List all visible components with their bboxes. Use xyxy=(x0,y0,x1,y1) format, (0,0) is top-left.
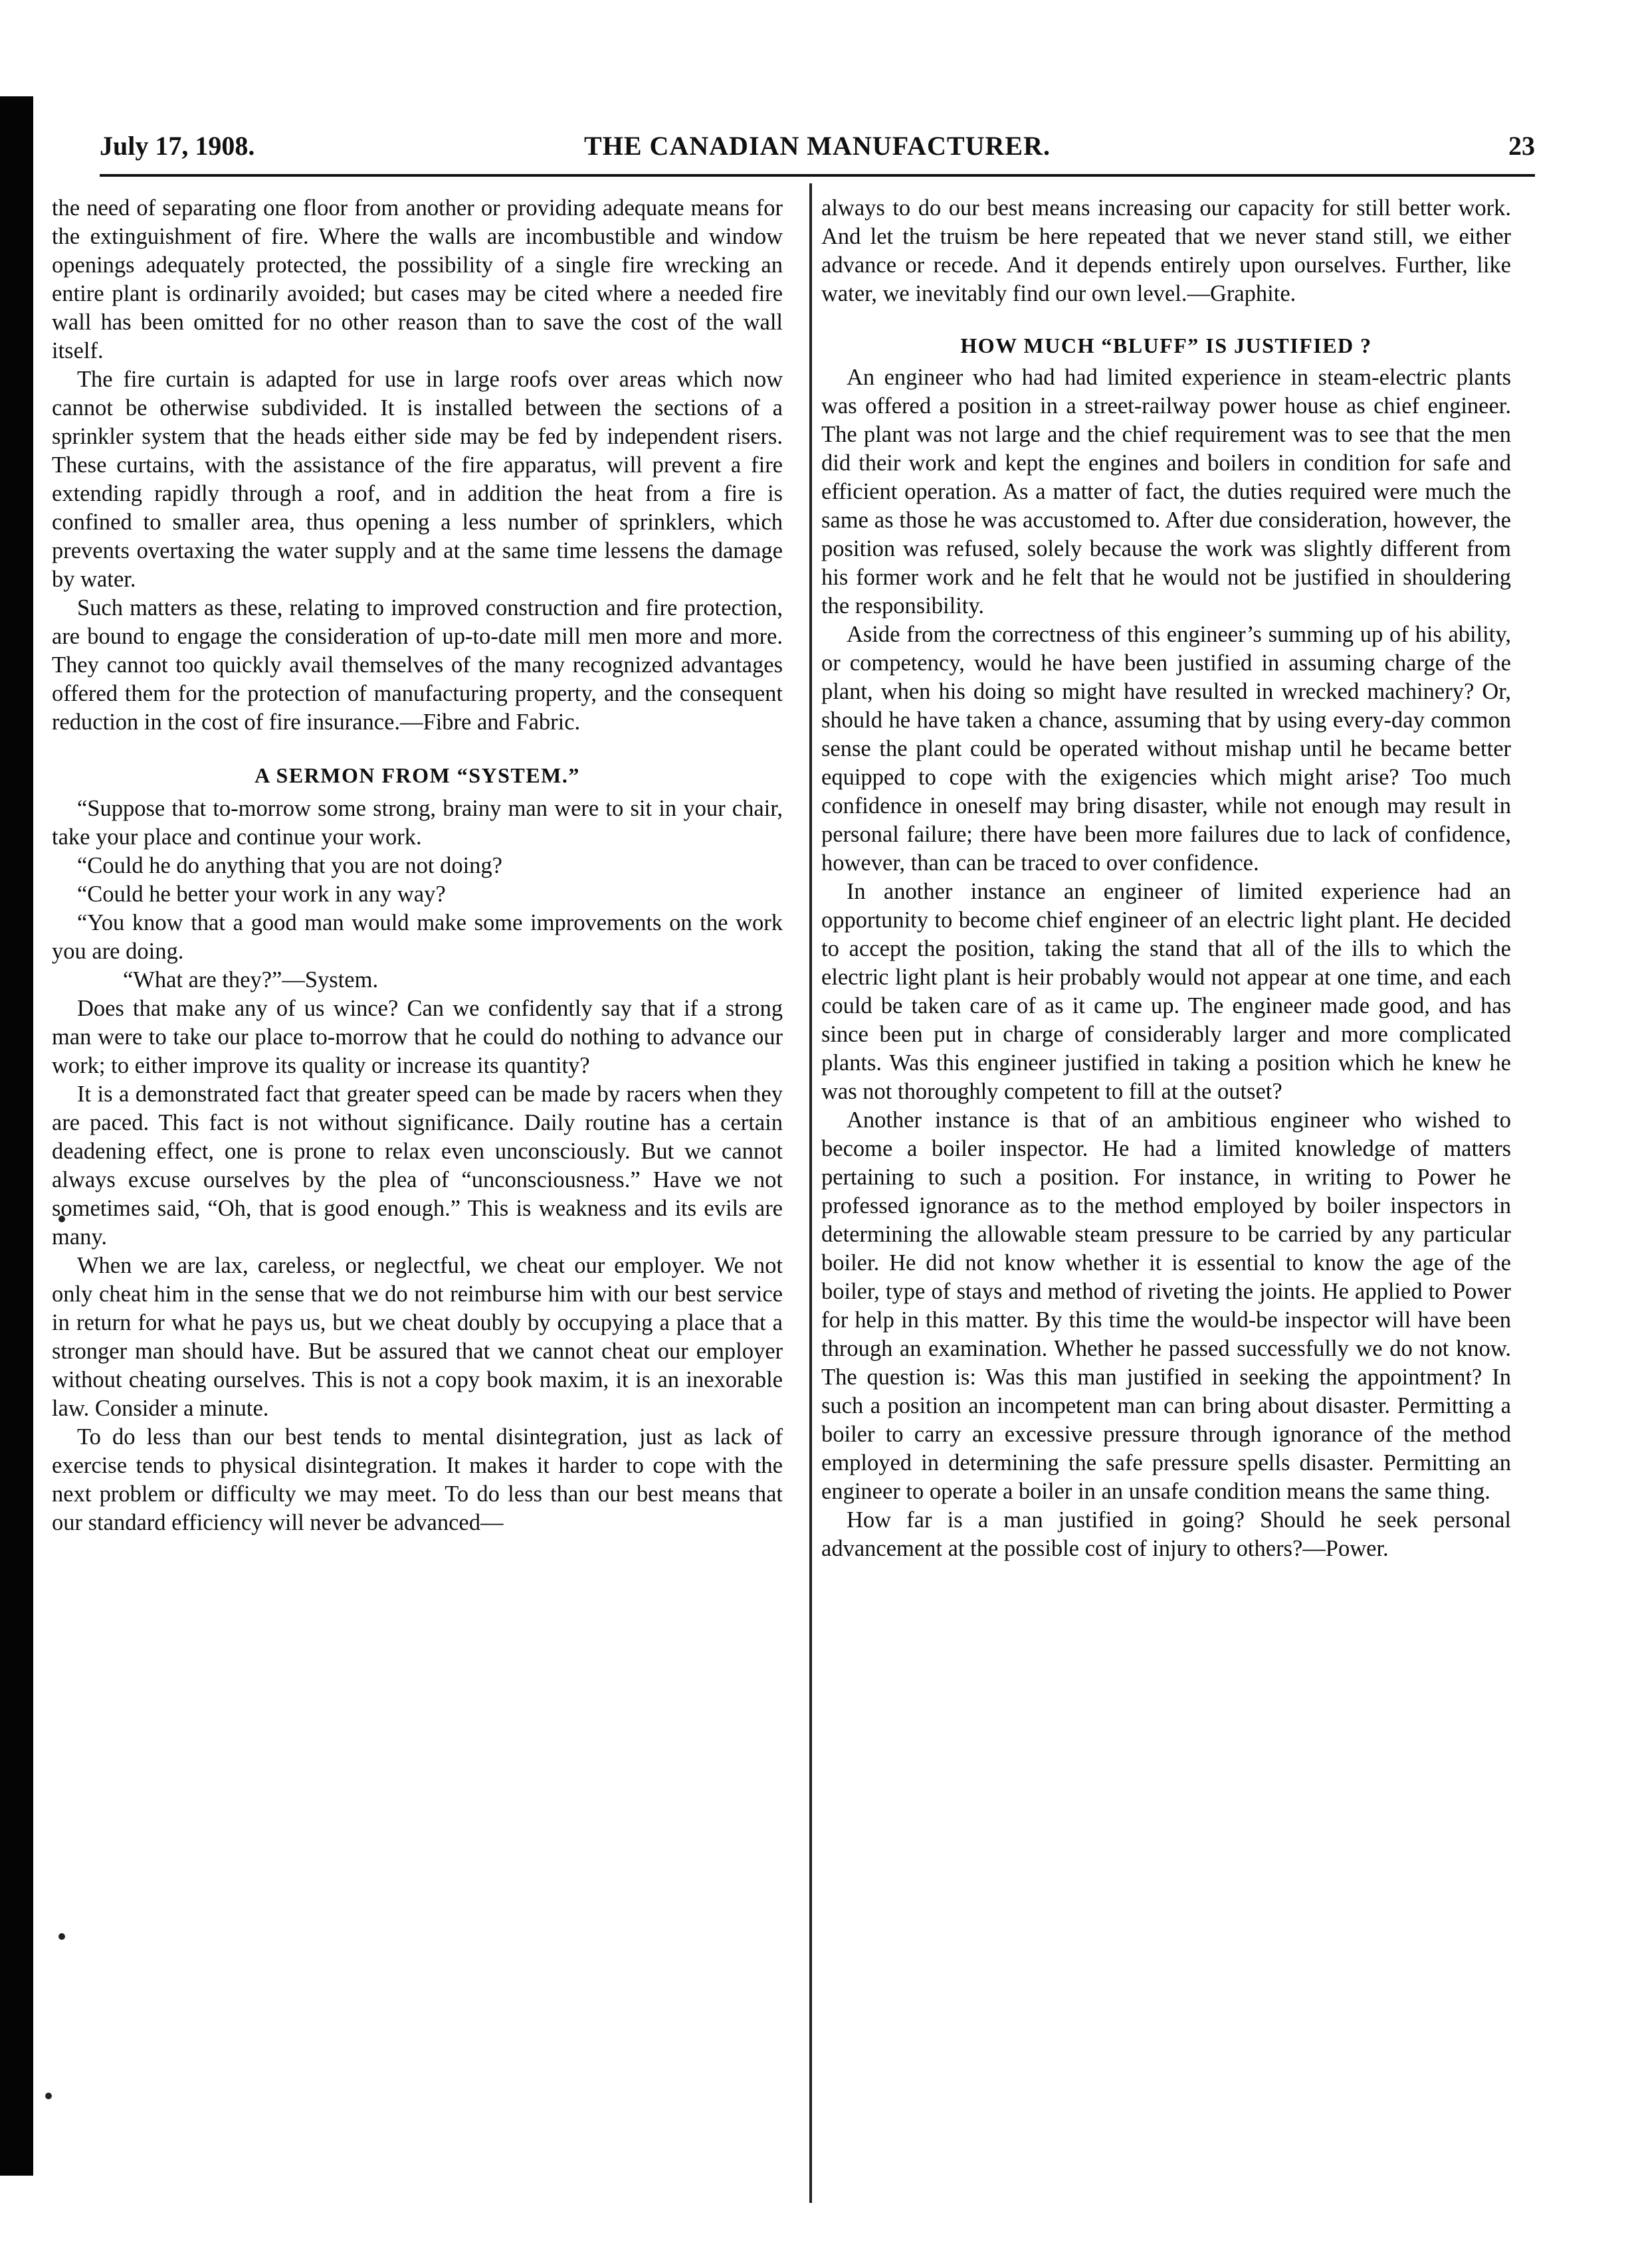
article-paragraph: The fire curtain is adapted for use in large roofs over areas which now cannot be otherwise subdivided. It is installed between the sections of a sprinkler system that the heads either side may be fed by independent risers. These curtains, with the assistance of the fire apparatus, will prevent a fire extending rapidly through a roof, and in addition the heat from a fire is confined to smaller area, thus opening a less number of sprinklers, which prevents overtaxing the water supply and at the same time lessens the damage by water. xyxy=(52,367,783,592)
article-paragraph: How far is a man justified in going? Should he seek personal advancement at the possible cost of injury to others?—Power. xyxy=(821,1507,1511,1561)
sermon-article xyxy=(52,760,783,1537)
article-paragraph: “You know that a good man would make some improvements on the work you are doing. xyxy=(52,910,783,964)
running-head xyxy=(100,128,1535,165)
article-paragraph: Another instance is that of an ambitious engineer who wished to become a boiler inspector. He had a limited knowledge of matters pertaining to such a position. For instance, in writing to Power he professed ignorance as to the method employed by boiler inspectors in determining the allowable steam pressure to be carried by any particular boiler. He did not know whether it is essential to know the age of the boiler, type of stays and method of riveting the joints. He applied to Power for help in this matter. By this time the would-be inspector will have been through an examination. Whether he passed successfully we do not know. The question is: Was this man justified in seeking the appointment? In such a position an incompetent man can bring about disaster. Permitting a boiler to carry an excessive pressure through ignorance of the method employed in determining the safe pressure spells disaster. Permitting an engineer to operate a boiler in an unsafe condition means the same thing. xyxy=(821,1107,1511,1504)
article-paragraph: When we are lax, careless, or neglectful, we cheat our employer. We not only cheat him in the sense that we do not reimburse him with our best service in return for what he pays us, but we cheat doubly by occupying a place that a stronger man should have. But be assured that we cannot cheat our employer without cheating ourselves. This is not a copy book maxim, it is an inexorable law. Consider a minute. xyxy=(52,1253,783,1421)
article-paragraph: “What are they?”—System. xyxy=(122,967,379,992)
article-paragraph: An engineer who had had limited experience in steam-electric plants was offered a position in a street-railway power house as chief engineer. The plant was not large and the chief requirement was to see that the men did their work and kept the engines and boilers in condition for safe and efficient operation. As a matter of fact, the duties required were much the same as those he was accustomed to. After due consideration, however, the position was refused, solely because the work was slightly different from his former work and he felt that he would not be justified in shouldering the responsibility. xyxy=(821,365,1511,618)
column-divider xyxy=(809,183,812,2203)
bluff-article xyxy=(821,330,1511,1563)
left-column xyxy=(52,194,783,1537)
right-column xyxy=(821,194,1511,1563)
article-paragraph: “Could he better your work in any way? xyxy=(76,882,446,907)
publication-title: THE CANADIAN MANUFACTURER. xyxy=(584,131,1051,161)
article-paragraph: “Could he do anything that you are not doing? xyxy=(76,853,502,878)
header-rule xyxy=(100,174,1535,177)
article-heading: HOW MUCH “BLUFF” IS JUSTIFIED ? xyxy=(960,333,1372,357)
article-paragraph: Aside from the correctness of this engineer’s summing up of his ability, or competency, would he have been justified in assuming charge of the plant, when his doing so might have resulted in wrecked machinery? Or, should he have taken a chance, assuming that by using every-day common sense the plant could be operated without mishap until he became better equipped to cope with the exigencies which might arise? Too much confidence in oneself may bring disaster, while not enough may result in personal failure; there have been more failures due to lack of confidence, however, than can be traced to over confidence. xyxy=(821,622,1511,876)
article-paragraph: the need of separating one floor from another or providing adequate means for the extinguishment of fire. Where the walls are incombustible and window openings adequately protected, the possibility of a single fire wrecking an entire plant is ordinarily avoided; but cases may be cited where a needed fire wall has been omitted for no other reason than to save the cost of the wall itself. xyxy=(52,195,783,363)
page-number: 23 xyxy=(1508,131,1535,161)
article-paragraph: “Suppose that to-morrow some strong, brainy man were to sit in your chair, take your place and continue your work. xyxy=(52,796,783,850)
article-paragraph: To do less than our best tends to mental disintegration, just as lack of exercise tends to physical disintegration. It makes it harder to cope with the next problem or difficulty we may meet. To do less than our best means that our standard efficiency will never be advanced— xyxy=(52,1424,783,1535)
article-paragraph: Does that make any of us wince? Can we confidently say that if a strong man were to take our place to-morrow that he could do nothing to advance our work; to either improve its quality or increase its quantity? xyxy=(52,996,783,1078)
scan-speck xyxy=(58,1933,65,1940)
article-paragraph: It is a demonstrated fact that greater speed can be made by racers when they are paced. This fact is not without significance. Daily routine has a certain deadening effect, one is prone to relax even unconsciously. But we cannot always excuse ourselves by the plea of “unconsciousness.” Have we not sometimes said, “Oh, that is good enough.” This is weakness and its evils are many. xyxy=(52,1082,783,1250)
scan-speck xyxy=(45,2093,52,2099)
sermon-continuation: always to do our best means increasing our capacity for still better work. And let the truism be here repeated that we never stand still, we either advance or recede. And it depends entirely upon ourselves. Further, like water, we inevitably find our own level.—Graphite. xyxy=(821,195,1511,306)
scan-edge-shadow xyxy=(0,96,33,2176)
article-paragraph: Such matters as these, relating to improved construction and fire protection, are bound to engage the consideration of up-to-date mill men more and more. They cannot too quickly avail themselves of the many recognized advantages offered them for the protection of manufacturing property, and the consequent reduction in the cost of fire insurance.—Fibre and Fabric. xyxy=(52,595,783,735)
article-paragraph: In another instance an engineer of limited experience had an opportunity to become chief engineer of an electric light plant. He decided to accept the position, taking the stand that all of the ills to which the electric light plant is heir probably would not appear at one time, and each could be taken care of as it came up. The engineer made good, and has since been put in charge of considerably larger and more complicated plants. Was this engineer justified in taking a position which he knew he was not thoroughly competent to fill at the outset? xyxy=(821,879,1511,1104)
article-heading: A SERMON FROM “SYSTEM.” xyxy=(254,763,580,787)
issue-date: July 17, 1908. xyxy=(100,131,255,161)
fire-protection-article xyxy=(52,194,783,737)
